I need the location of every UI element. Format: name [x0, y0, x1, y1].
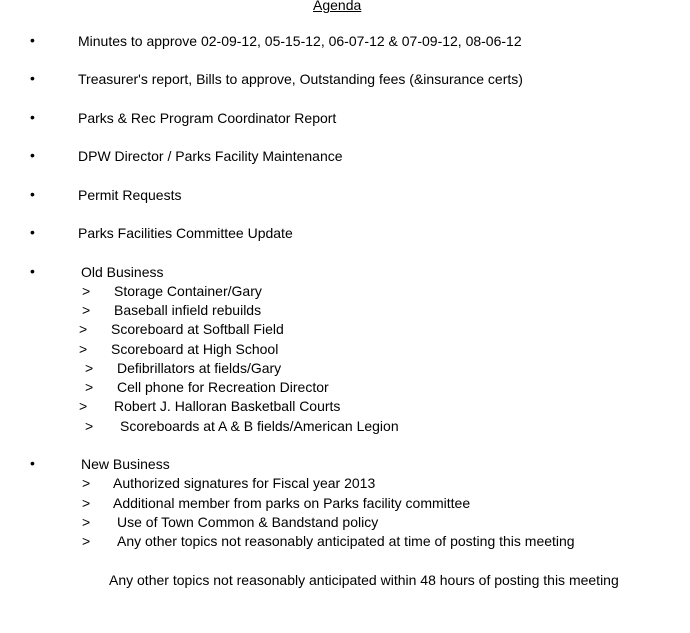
page-title: Agenda — [313, 0, 362, 13]
arrow-icon: > — [85, 418, 94, 434]
agenda-item-committee: Parks Facilities Committee Update — [78, 225, 293, 241]
bullet-icon: • — [30, 109, 35, 125]
bullet-icon: • — [30, 455, 35, 471]
new-business-item: Additional member from parks on Parks facility committee — [113, 495, 471, 511]
old-business-item: Robert J. Halloran Basketball Courts — [114, 398, 341, 414]
bullet-icon: • — [30, 32, 35, 48]
bullet-icon: • — [30, 70, 35, 86]
agenda-item-dpw: DPW Director / Parks Facility Maintenance — [78, 148, 343, 164]
old-business-item: Baseball infield rebuilds — [114, 302, 262, 318]
old-business-item: Storage Container/Gary — [114, 283, 262, 299]
arrow-icon: > — [79, 341, 88, 357]
agenda-item-coordinator: Parks & Rec Program Coordinator Report — [78, 110, 337, 126]
new-business-item: Any other topics not reasonably anticipated at time of posting this meeting — [117, 533, 575, 549]
arrow-icon: > — [82, 302, 91, 318]
agenda-item-minutes: Minutes to approve 02-09-12, 05-15-12, 06-07-12 & 07-09-12, 08-06-12 — [78, 33, 522, 49]
bullet-icon: • — [30, 224, 35, 240]
arrow-icon: > — [79, 398, 88, 414]
arrow-icon: > — [82, 533, 91, 549]
arrow-icon: > — [85, 379, 94, 395]
arrow-icon: > — [85, 360, 94, 376]
arrow-icon: > — [82, 495, 91, 511]
footer-note: Any other topics not reasonably anticipated within 48 hours of posting this meeting — [109, 572, 619, 588]
old-business-item: Defibrillators at fields/Gary — [117, 360, 282, 376]
old-business-item: Scoreboard at Softball Field — [111, 321, 284, 337]
arrow-icon: > — [79, 321, 88, 337]
arrow-icon: > — [82, 475, 91, 491]
new-business-heading: New Business — [81, 456, 170, 472]
agenda-item-treasurer: Treasurer's report, Bills to approve, Outstanding fees (&insurance certs) — [78, 71, 523, 87]
old-business-item: Scoreboards at A & B fields/American Legion — [120, 418, 399, 434]
new-business-item: Authorized signatures for Fiscal year 2013 — [113, 475, 376, 491]
agenda-item-permits: Permit Requests — [78, 187, 182, 203]
arrow-icon: > — [82, 514, 91, 530]
bullet-icon: • — [30, 263, 35, 279]
new-business-item: Use of Town Common & Bandstand policy — [117, 514, 379, 530]
bullet-icon: • — [30, 147, 35, 163]
old-business-heading: Old Business — [81, 264, 164, 280]
old-business-item: Scoreboard at High School — [111, 341, 279, 357]
bullet-icon: • — [30, 186, 35, 202]
arrow-icon: > — [82, 283, 91, 299]
old-business-item: Cell phone for Recreation Director — [117, 379, 329, 395]
